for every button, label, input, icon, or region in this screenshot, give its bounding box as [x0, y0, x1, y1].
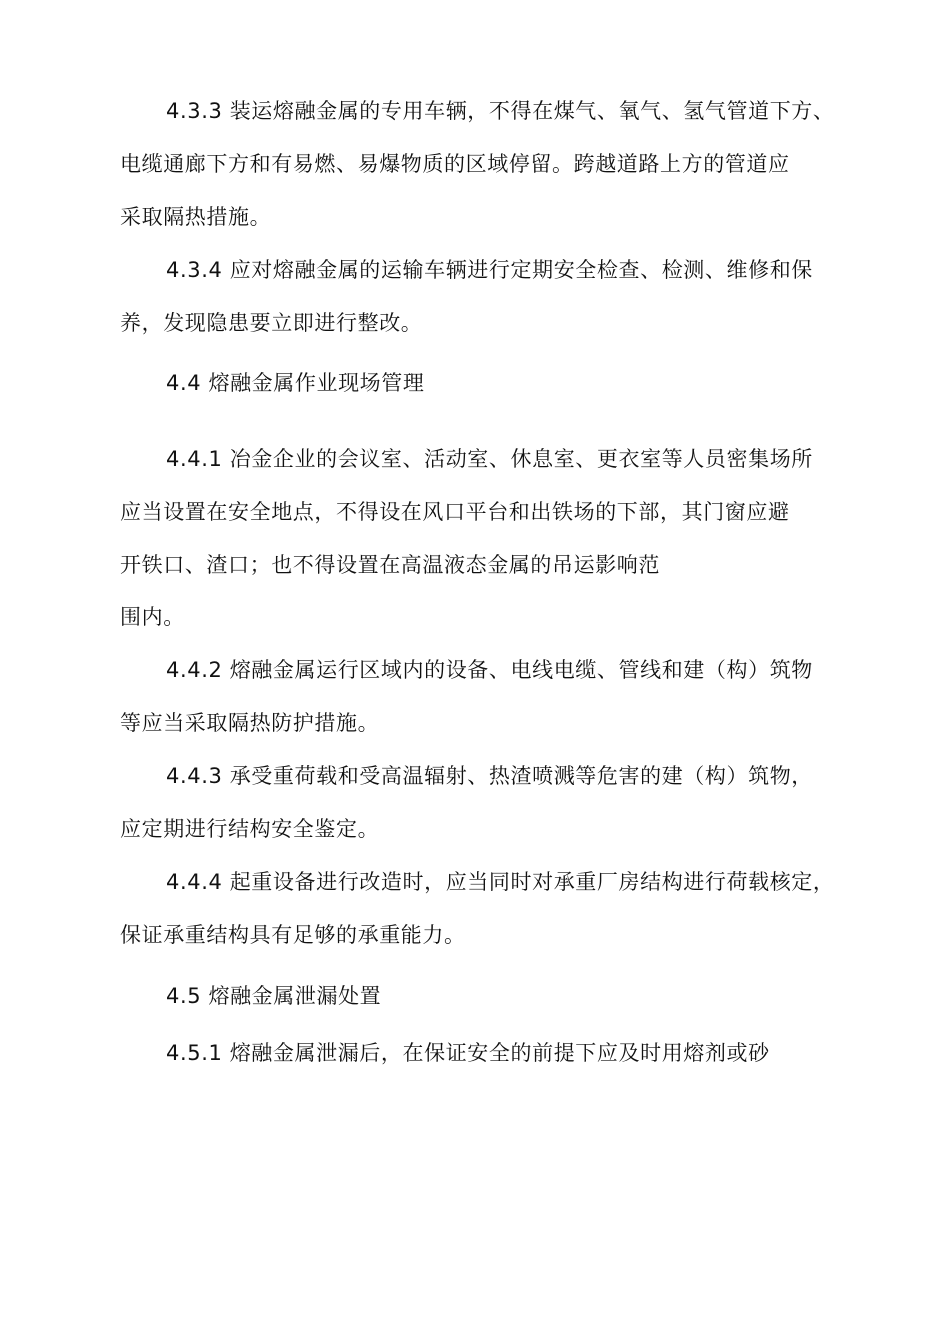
text-line: 围内。	[120, 605, 185, 629]
section-heading: 4.4 熔融金属作业现场管理	[166, 371, 425, 395]
section-heading: 4.5 熔融金属泄漏处置	[166, 984, 382, 1008]
text-line: 4.3.4 应对熔融金属的运输车辆进行定期安全检查、检测、维修和保	[166, 258, 813, 282]
text-line: 应当设置在安全地点，不得设在风口平台和出铁场的下部，其门窗应避	[120, 500, 790, 524]
text-line: 开铁口、渣口；也不得设置在高温液态金属的吊运影响范	[120, 553, 660, 577]
text-line: 等应当采取隔热防护措施。	[120, 711, 380, 735]
text-line: 4.5.1 熔融金属泄漏后，在保证安全的前提下应及时用熔剂或砂	[166, 1041, 770, 1065]
text-line: 4.3.3 装运熔融金属的专用车辆，不得在煤气、氧气、氢气管道下方、	[166, 99, 835, 123]
text-line: 保证承重结构具有足够的承重能力。	[120, 923, 466, 947]
text-line: 4.4.4 起重设备进行改造时，应当同时对承重厂房结构进行荷载核定，	[166, 870, 835, 894]
text-line: 4.4.2 熔融金属运行区域内的设备、电线电缆、管线和建（构）筑物	[166, 658, 813, 682]
text-line: 4.4.3 承受重荷载和受高温辐射、热渣喷溅等危害的建（构）筑物，	[166, 764, 813, 788]
text-line: 养，发现隐患要立即进行整改。	[120, 311, 423, 335]
text-line: 电缆通廊下方和有易燃、易爆物质的区域停留。跨越道路上方的管道应	[120, 152, 790, 176]
text-line: 应定期进行结构安全鉴定。	[120, 817, 380, 841]
text-line: 4.4.1 冶金企业的会议室、活动室、休息室、更衣室等人员密集场所	[166, 447, 813, 471]
text-line: 采取隔热措施。	[120, 205, 272, 229]
